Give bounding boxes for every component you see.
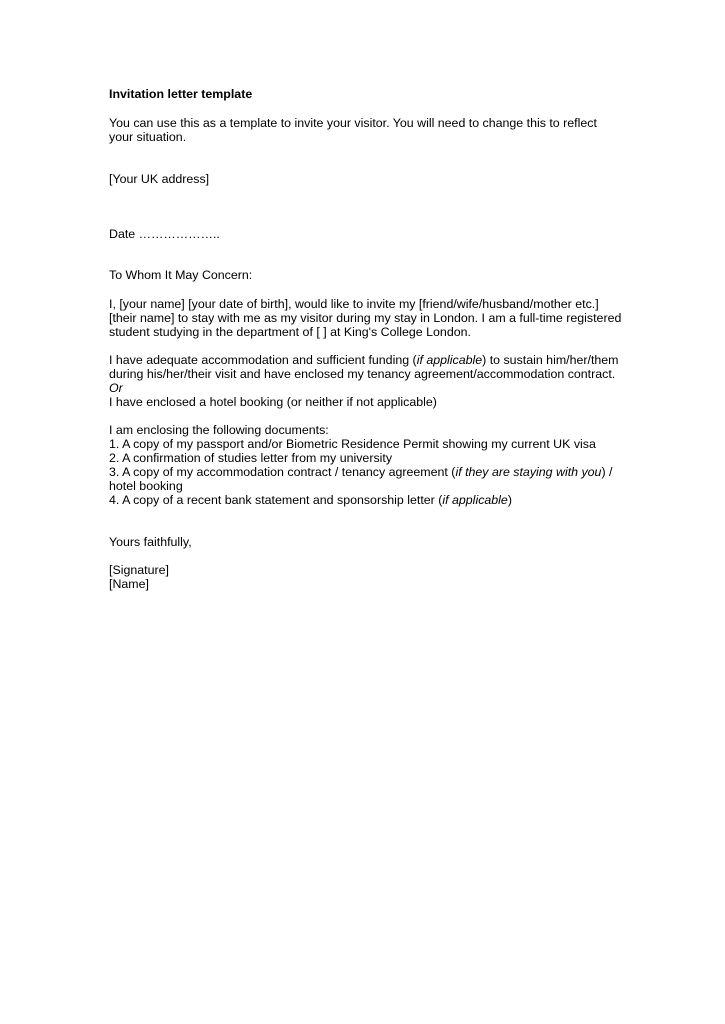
italic-note: if applicable: [442, 493, 508, 507]
salutation: To Whom It May Concern:: [109, 268, 253, 282]
document-title: Invitation letter template: [109, 87, 253, 101]
list-item: 2. A confirmation of studies letter from my university: [109, 451, 393, 465]
intro-line: your situation.: [109, 130, 187, 144]
documents-intro: I am enclosing the following documents:: [109, 423, 329, 437]
paragraph-line: during his/her/their visit and have enclosed my tenancy agreement/accommodation contract.: [109, 367, 616, 381]
text-run: 4. A copy of a recent bank statement and sponsorship letter (: [109, 493, 443, 507]
accommodation-paragraph: [109, 353, 669, 409]
paragraph-line: I, [your name] [your date of birth], would like to invite my [friend/wife/husband/mother etc.]: [109, 297, 599, 311]
documents-list: [109, 423, 669, 507]
signature-block: [109, 563, 669, 591]
text-run: 3. A copy of my accommodation contract / tenancy agreement (: [109, 465, 456, 479]
invitation-paragraph: [109, 297, 669, 339]
uk-address: [Your UK address]: [109, 172, 210, 186]
intro-paragraph: [109, 116, 669, 144]
signature-placeholder: [Signature]: [109, 563, 169, 577]
text-run: ) to sustain him/her/them: [482, 353, 619, 367]
name-placeholder: [Name]: [109, 577, 149, 591]
list-item: [109, 465, 669, 479]
paragraph-line: I have enclosed a hotel booking (or neither if not applicable): [109, 395, 437, 409]
closing: Yours faithfully,: [109, 535, 192, 549]
text-run: ): [507, 493, 512, 507]
italic-note: if applicable: [416, 353, 483, 367]
paragraph-line: student studying in the department of [ ] at King's College London.: [109, 325, 471, 339]
list-item: [109, 493, 669, 507]
list-item: 1. A copy of my passport and/or Biometric Residence Permit showing my current UK visa: [109, 437, 596, 451]
text-run: I have adequate accommodation and sufficient funding (: [109, 353, 417, 367]
paragraph-line: [109, 353, 669, 367]
text-run: ) /: [601, 465, 613, 479]
or-separator: Or: [109, 381, 123, 395]
date-line: Date ………………..: [109, 227, 220, 241]
paragraph-line: [their name] to stay with me as my visitor during my stay in London. I am a full-time registered: [109, 311, 622, 325]
list-item-continuation: hotel booking: [109, 479, 183, 493]
intro-line: You can use this as a template to invite your visitor. You will need to change this to reflect: [109, 116, 597, 130]
italic-note: if they are staying with you: [455, 465, 602, 479]
